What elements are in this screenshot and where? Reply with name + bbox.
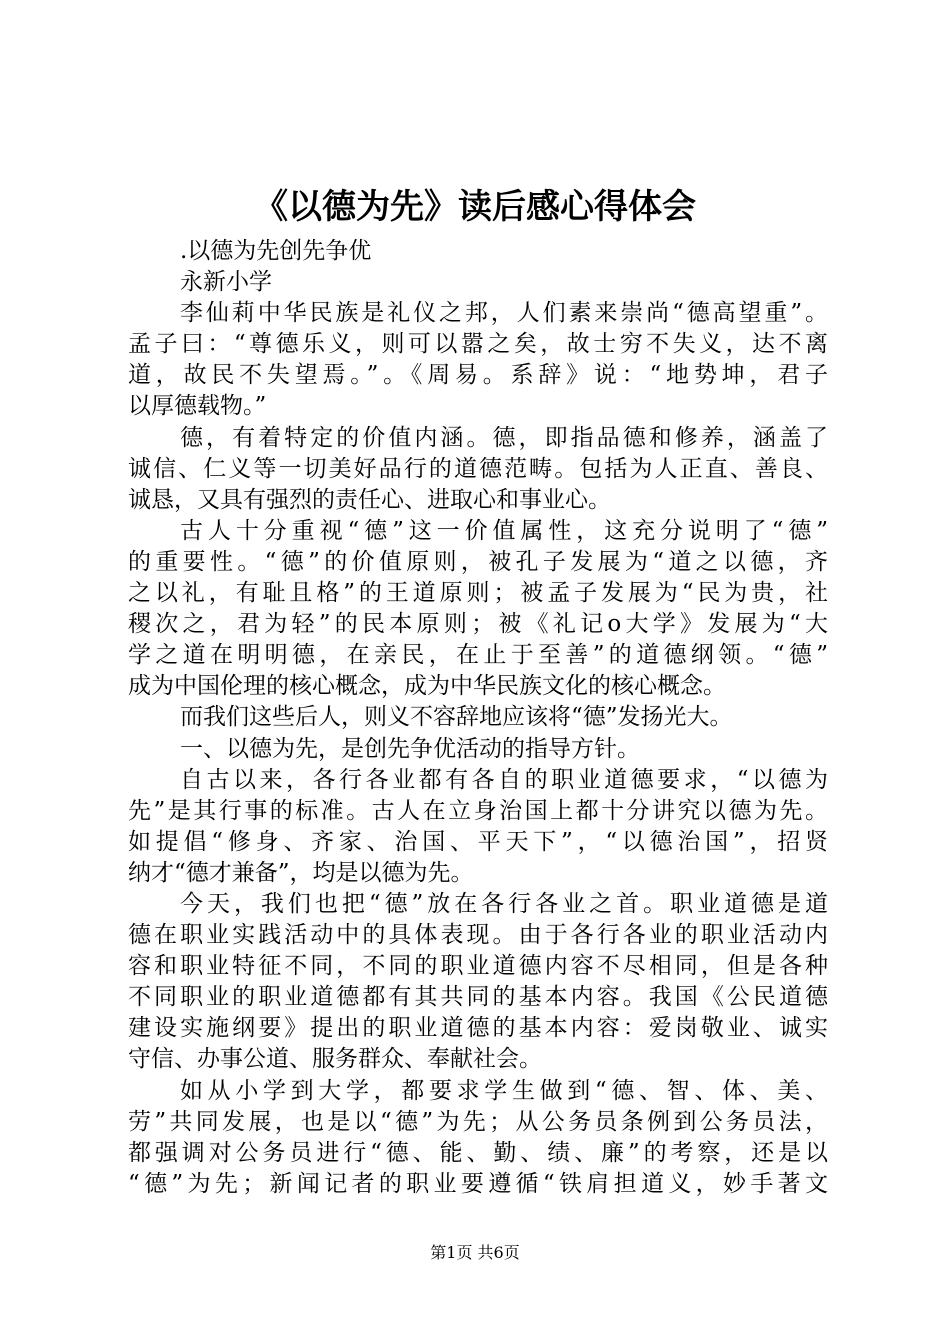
- document-title: 《以德为先》读后感心得体会: [254, 187, 696, 227]
- text-line: .以德为先创先争优: [180, 238, 372, 264]
- text-line: 之以礼，有耻且格”的王道原则；被孟子发展为“民为贵，社: [128, 580, 828, 607]
- text-line: 一、以德为先，是创先争优活动的指导方针。: [180, 735, 640, 762]
- text-line: 守信、办事公道、服务群众、奉献社会。: [128, 1046, 542, 1073]
- text-line: 德在职业实践活动中的具体表现。由于各行各业的职业活动内: [128, 922, 828, 949]
- text-line: 而我们这些后人，则义不容辞地应该将“德”发扬光大。: [180, 704, 733, 731]
- text-line: 的重要性。“德”的价值原则，被孔子发展为“道之以德，齐: [128, 548, 828, 575]
- text-line: 孟子曰：“尊德乐义，则可以嚣之矣，故士穷不失义，达不离: [128, 331, 828, 358]
- text-line: 学之道在明明德，在亲民，在止于至善”的道德纲领。“德”: [128, 642, 828, 669]
- text-line: 今天，我们也把“德”放在各行各业之首。职业道德是道: [180, 890, 828, 917]
- text-line: 先”是其行事的标准。古人在立身治国上都十分讲究以德为先。: [128, 797, 828, 824]
- text-line: 古人十分重视“德”这一价值属性，这充分说明了“德”: [180, 517, 828, 544]
- text-line: 如提倡“修身、齐家、治国、平天下”，“以德治国”，招贤: [128, 828, 828, 855]
- text-line: “德”为先；新闻记者的职业要遵循“铁肩担道义，妙手著文: [128, 1170, 828, 1197]
- text-line: 建设实施纲要》提出的职业道德的基本内容：爱岗敬业、诚实: [128, 1015, 828, 1042]
- text-line: 稷次之，君为轻”的民本原则；被《礼记ο大学》发展为“大: [128, 611, 828, 638]
- document-body: [128, 236, 828, 1200]
- text-line: 都强调对公务员进行“德、能、勤、绩、廉”的考察，还是以: [128, 1139, 828, 1166]
- text-line: 德，有着特定的价值内涵。德，即指品德和修养，涵盖了: [180, 424, 828, 451]
- text-line: 永新小学: [180, 269, 272, 296]
- text-line: 容和职业特征不同，不同的职业道德内容不尽相同，但是各种: [128, 953, 828, 980]
- text-line: 道，故民不失望焉。”。《周易。系辞》说：“地势坤，君子: [128, 362, 828, 389]
- text-line: 李仙莉中华民族是礼仪之邦，人们素来崇尚“德高望重”。: [180, 300, 828, 327]
- text-line: 纳才“德才兼备”，均是以德为先。: [128, 859, 474, 886]
- text-line: 诚信、仁义等一切美好品行的道德范畴。包括为人正直、善良、: [128, 455, 828, 482]
- text-line: 劳”共同发展，也是以“德”为先；从公务员条例到公务员法，: [128, 1108, 828, 1135]
- text-line: 不同职业的职业道德都有其共同的基本内容。我国《公民道德: [128, 984, 828, 1011]
- text-line: 自古以来，各行各业都有各自的职业道德要求，“以德为: [180, 766, 828, 793]
- text-line: 如从小学到大学，都要求学生做到“德、智、体、美、: [180, 1077, 828, 1104]
- text-line: 成为中国伦理的核心概念，成为中华民族文化的核心概念。: [128, 673, 726, 700]
- text-line: 诚恳，又具有强烈的责任心、进取心和事业心。: [128, 486, 611, 513]
- page-number-footer: 第1页 共6页: [430, 1243, 520, 1262]
- text-line: 以厚德载物。”: [128, 393, 267, 420]
